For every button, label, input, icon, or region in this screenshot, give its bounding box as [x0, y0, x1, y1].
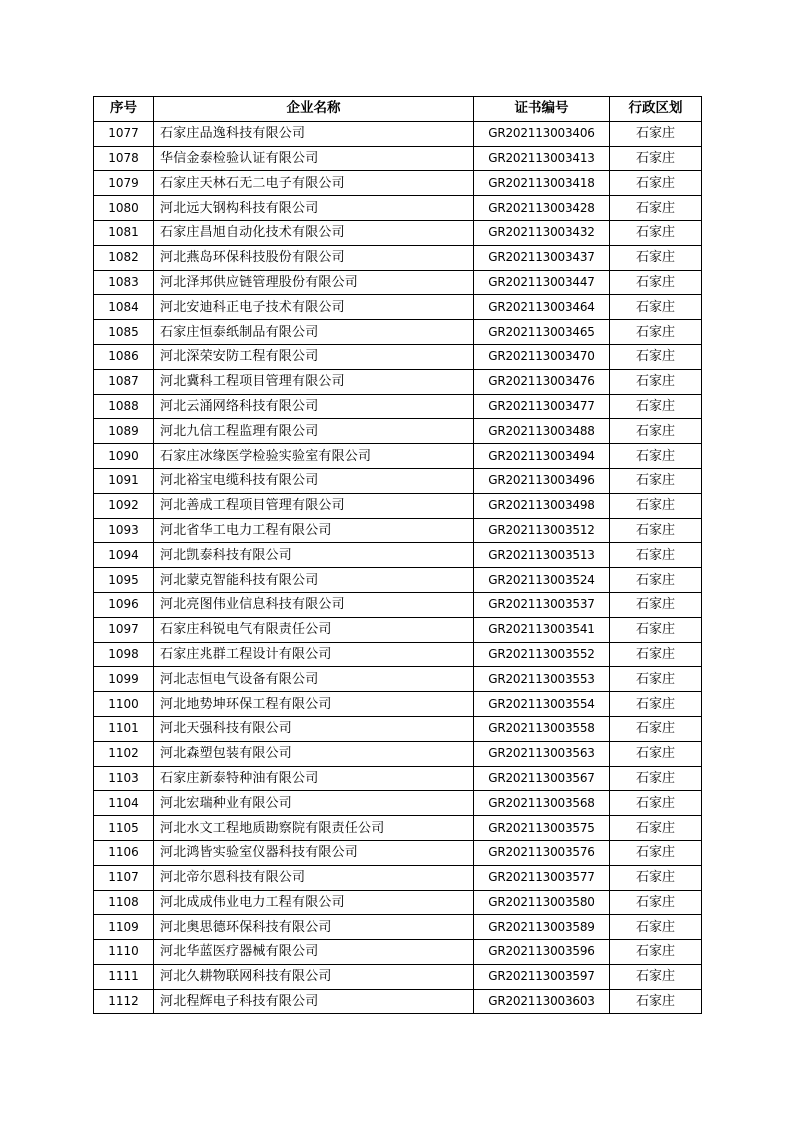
- certificate-number: GR202113003558: [474, 716, 610, 741]
- row-index: 1106: [94, 840, 154, 865]
- table-row: [94, 915, 702, 940]
- table-row: [94, 344, 702, 369]
- company-name: 河北宏瑞种业有限公司: [154, 791, 474, 816]
- header-company: 企业名称: [154, 97, 474, 122]
- table-row: [94, 890, 702, 915]
- row-index: 1112: [94, 989, 154, 1014]
- region-name: 石家庄: [610, 419, 702, 444]
- certificate-number: GR202113003428: [474, 196, 610, 221]
- company-name: 河北善成工程项目管理有限公司: [154, 493, 474, 518]
- table-row: [94, 320, 702, 345]
- row-index: 1111: [94, 964, 154, 989]
- region-name: 石家庄: [610, 741, 702, 766]
- region-name: 石家庄: [610, 518, 702, 543]
- row-index: 1100: [94, 692, 154, 717]
- company-name: 河北华蓝医疗器械有限公司: [154, 940, 474, 965]
- company-name: 华信金泰检验认证有限公司: [154, 146, 474, 171]
- certificate-number: GR202113003554: [474, 692, 610, 717]
- row-index: 1082: [94, 245, 154, 270]
- region-name: 石家庄: [610, 146, 702, 171]
- certificate-number: GR202113003603: [474, 989, 610, 1014]
- row-index: 1109: [94, 915, 154, 940]
- row-index: 1099: [94, 667, 154, 692]
- header-row: [94, 97, 702, 122]
- table-row: [94, 692, 702, 717]
- region-name: 石家庄: [610, 369, 702, 394]
- table-row: [94, 667, 702, 692]
- row-index: 1097: [94, 617, 154, 642]
- row-index: 1079: [94, 171, 154, 196]
- region-name: 石家庄: [610, 816, 702, 841]
- certificate-number: GR202113003447: [474, 270, 610, 295]
- region-name: 石家庄: [610, 344, 702, 369]
- company-name: 河北凯泰科技有限公司: [154, 543, 474, 568]
- region-name: 石家庄: [610, 592, 702, 617]
- table-row: [94, 270, 702, 295]
- table-row: [94, 543, 702, 568]
- header-region: 行政区划: [610, 97, 702, 122]
- region-name: 石家庄: [610, 320, 702, 345]
- table-row: [94, 220, 702, 245]
- region-name: 石家庄: [610, 568, 702, 593]
- table-row: [94, 493, 702, 518]
- certificate-number: GR202113003567: [474, 766, 610, 791]
- table-body: [94, 121, 702, 1014]
- row-index: 1096: [94, 592, 154, 617]
- company-name: 河北亮图伟业信息科技有限公司: [154, 592, 474, 617]
- certificate-number: GR202113003476: [474, 369, 610, 394]
- region-name: 石家庄: [610, 171, 702, 196]
- certificate-number: GR202113003553: [474, 667, 610, 692]
- region-name: 石家庄: [610, 915, 702, 940]
- region-name: 石家庄: [610, 543, 702, 568]
- table-row: [94, 816, 702, 841]
- table-row: [94, 196, 702, 221]
- certificate-number: GR202113003524: [474, 568, 610, 593]
- region-name: 石家庄: [610, 940, 702, 965]
- row-index: 1077: [94, 121, 154, 146]
- company-name: 河北省华工电力工程有限公司: [154, 518, 474, 543]
- row-index: 1108: [94, 890, 154, 915]
- table-row: [94, 766, 702, 791]
- company-name: 石家庄冰缘医学检验实验室有限公司: [154, 444, 474, 469]
- row-index: 1101: [94, 716, 154, 741]
- table-row: [94, 419, 702, 444]
- company-name: 石家庄天林石无二电子有限公司: [154, 171, 474, 196]
- certificate-number: GR202113003432: [474, 220, 610, 245]
- table-row: [94, 245, 702, 270]
- row-index: 1083: [94, 270, 154, 295]
- certificate-number: GR202113003541: [474, 617, 610, 642]
- certificate-number: GR202113003512: [474, 518, 610, 543]
- certificate-number: GR202113003406: [474, 121, 610, 146]
- region-name: 石家庄: [610, 444, 702, 469]
- company-name: 河北泽邦供应链管理股份有限公司: [154, 270, 474, 295]
- region-name: 石家庄: [610, 692, 702, 717]
- company-name: 河北蒙克智能科技有限公司: [154, 568, 474, 593]
- table-row: [94, 444, 702, 469]
- region-name: 石家庄: [610, 791, 702, 816]
- row-index: 1087: [94, 369, 154, 394]
- row-index: 1085: [94, 320, 154, 345]
- certificate-number: GR202113003488: [474, 419, 610, 444]
- region-name: 石家庄: [610, 766, 702, 791]
- row-index: 1095: [94, 568, 154, 593]
- enterprise-table: [93, 96, 702, 1014]
- row-index: 1092: [94, 493, 154, 518]
- region-name: 石家庄: [610, 493, 702, 518]
- row-index: 1081: [94, 220, 154, 245]
- region-name: 石家庄: [610, 964, 702, 989]
- table-row: [94, 940, 702, 965]
- table-row: [94, 865, 702, 890]
- certificate-number: GR202113003563: [474, 741, 610, 766]
- company-name: 河北冀科工程项目管理有限公司: [154, 369, 474, 394]
- certificate-number: GR202113003498: [474, 493, 610, 518]
- table-row: [94, 146, 702, 171]
- header-index: 序号: [94, 97, 154, 122]
- company-name: 石家庄昌旭自动化技术有限公司: [154, 220, 474, 245]
- row-index: 1091: [94, 468, 154, 493]
- certificate-number: GR202113003568: [474, 791, 610, 816]
- row-index: 1104: [94, 791, 154, 816]
- region-name: 石家庄: [610, 394, 702, 419]
- company-name: 河北奥思德环保科技有限公司: [154, 915, 474, 940]
- row-index: 1088: [94, 394, 154, 419]
- certificate-number: GR202113003494: [474, 444, 610, 469]
- table-row: [94, 518, 702, 543]
- row-index: 1094: [94, 543, 154, 568]
- certificate-number: GR202113003465: [474, 320, 610, 345]
- company-name: 河北裕宝电缆科技有限公司: [154, 468, 474, 493]
- company-name: 河北志恒电气设备有限公司: [154, 667, 474, 692]
- region-name: 石家庄: [610, 865, 702, 890]
- company-name: 河北安迪科正电子技术有限公司: [154, 295, 474, 320]
- table-row: [94, 617, 702, 642]
- company-name: 河北帝尔恩科技有限公司: [154, 865, 474, 890]
- company-name: 河北云涌网络科技有限公司: [154, 394, 474, 419]
- company-name: 石家庄科锐电气有限责任公司: [154, 617, 474, 642]
- row-index: 1084: [94, 295, 154, 320]
- company-name: 河北森塑包装有限公司: [154, 741, 474, 766]
- row-index: 1089: [94, 419, 154, 444]
- row-index: 1080: [94, 196, 154, 221]
- certificate-number: GR202113003580: [474, 890, 610, 915]
- region-name: 石家庄: [610, 617, 702, 642]
- table-row: [94, 121, 702, 146]
- region-name: 石家庄: [610, 220, 702, 245]
- row-index: 1086: [94, 344, 154, 369]
- table-row: [94, 964, 702, 989]
- table-row: [94, 171, 702, 196]
- region-name: 石家庄: [610, 642, 702, 667]
- row-index: 1103: [94, 766, 154, 791]
- table-row: [94, 840, 702, 865]
- row-index: 1098: [94, 642, 154, 667]
- region-name: 石家庄: [610, 716, 702, 741]
- certificate-number: GR202113003496: [474, 468, 610, 493]
- table-row: [94, 642, 702, 667]
- certificate-number: GR202113003589: [474, 915, 610, 940]
- certificate-number: GR202113003437: [474, 245, 610, 270]
- company-name: 河北久耕物联网科技有限公司: [154, 964, 474, 989]
- header-certificate: 证书编号: [474, 97, 610, 122]
- table-row: [94, 592, 702, 617]
- certificate-number: GR202113003513: [474, 543, 610, 568]
- region-name: 石家庄: [610, 989, 702, 1014]
- company-name: 石家庄恒泰纸制品有限公司: [154, 320, 474, 345]
- region-name: 石家庄: [610, 245, 702, 270]
- region-name: 石家庄: [610, 270, 702, 295]
- region-name: 石家庄: [610, 121, 702, 146]
- table-row: [94, 716, 702, 741]
- certificate-number: GR202113003597: [474, 964, 610, 989]
- region-name: 石家庄: [610, 890, 702, 915]
- row-index: 1093: [94, 518, 154, 543]
- certificate-number: GR202113003552: [474, 642, 610, 667]
- certificate-number: GR202113003576: [474, 840, 610, 865]
- region-name: 石家庄: [610, 667, 702, 692]
- row-index: 1102: [94, 741, 154, 766]
- certificate-number: GR202113003537: [474, 592, 610, 617]
- company-name: 河北地势坤环保工程有限公司: [154, 692, 474, 717]
- company-name: 河北燕岛环保科技股份有限公司: [154, 245, 474, 270]
- row-index: 1090: [94, 444, 154, 469]
- certificate-number: GR202113003464: [474, 295, 610, 320]
- table-row: [94, 394, 702, 419]
- region-name: 石家庄: [610, 468, 702, 493]
- company-name: 河北程辉电子科技有限公司: [154, 989, 474, 1014]
- certificate-number: GR202113003418: [474, 171, 610, 196]
- company-name: 河北鸿皆实验室仪器科技有限公司: [154, 840, 474, 865]
- table-row: [94, 791, 702, 816]
- company-name: 河北成成伟业电力工程有限公司: [154, 890, 474, 915]
- company-name: 石家庄品逸科技有限公司: [154, 121, 474, 146]
- table-row: [94, 741, 702, 766]
- table-row: [94, 295, 702, 320]
- company-name: 石家庄新泰特种油有限公司: [154, 766, 474, 791]
- certificate-number: GR202113003477: [474, 394, 610, 419]
- row-index: 1105: [94, 816, 154, 841]
- table-row: [94, 369, 702, 394]
- table-row: [94, 468, 702, 493]
- company-name: 河北九信工程监理有限公司: [154, 419, 474, 444]
- certificate-number: GR202113003596: [474, 940, 610, 965]
- certificate-number: GR202113003470: [474, 344, 610, 369]
- region-name: 石家庄: [610, 840, 702, 865]
- row-index: 1107: [94, 865, 154, 890]
- table-row: [94, 989, 702, 1014]
- certificate-number: GR202113003577: [474, 865, 610, 890]
- company-name: 石家庄兆群工程设计有限公司: [154, 642, 474, 667]
- company-name: 河北深荣安防工程有限公司: [154, 344, 474, 369]
- company-name: 河北天强科技有限公司: [154, 716, 474, 741]
- certificate-number: GR202113003413: [474, 146, 610, 171]
- region-name: 石家庄: [610, 196, 702, 221]
- row-index: 1078: [94, 146, 154, 171]
- row-index: 1110: [94, 940, 154, 965]
- company-name: 河北远大钢构科技有限公司: [154, 196, 474, 221]
- table-header: [94, 97, 702, 122]
- region-name: 石家庄: [610, 295, 702, 320]
- certificate-number: GR202113003575: [474, 816, 610, 841]
- table-row: [94, 568, 702, 593]
- company-name: 河北水文工程地质勘察院有限责任公司: [154, 816, 474, 841]
